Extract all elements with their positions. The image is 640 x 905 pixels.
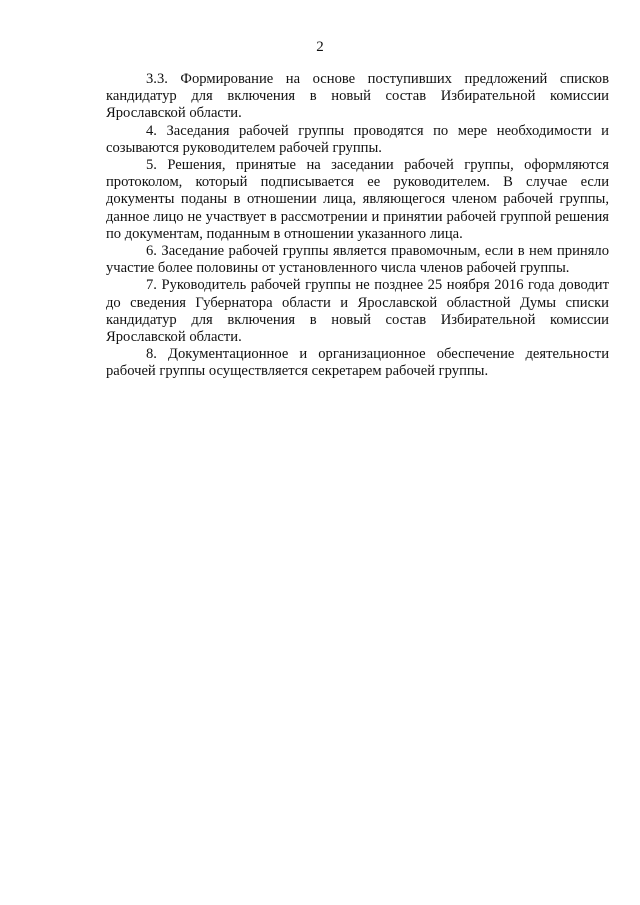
paragraph-8: 8. Документационное и организационное обеспечение деятельности рабочей группы осуществляется секретарем рабочей группы. (106, 346, 609, 380)
paragraph-5: 5. Решения, принятые на заседании рабочей группы, оформляются протоколом, который подписывается ее руководителем. В случае если документы поданы в отношении лица, являющегося членом рабочей группы, данное лицо не участвует в рассмотрении и принятии рабочей группой решения по документам, поданным в отношении указанного лица. (106, 157, 609, 242)
paragraph-7: 7. Руководитель рабочей группы не позднее 25 ноября 2016 года доводит до сведения Губернатора области и Ярославской областной Думы списки кандидатур для включения в новый состав Избирательной комиссии Ярославской области. (106, 277, 609, 346)
paragraph-4: 4. Заседания рабочей группы проводятся по мере необходимости и созываются руководителем рабочей группы. (106, 122, 609, 156)
document-body (106, 71, 609, 381)
paragraph-6: 6. Заседание рабочей группы является правомочным, если в нем приняло участие более половины от установленного числа членов рабочей группы. (106, 243, 609, 277)
page-number: 2 (316, 39, 324, 55)
paragraph-3-3: 3.3. Формирование на основе поступивших предложений списков кандидатур для включения в новый состав Избирательной комиссии Ярославской области. (106, 71, 609, 122)
